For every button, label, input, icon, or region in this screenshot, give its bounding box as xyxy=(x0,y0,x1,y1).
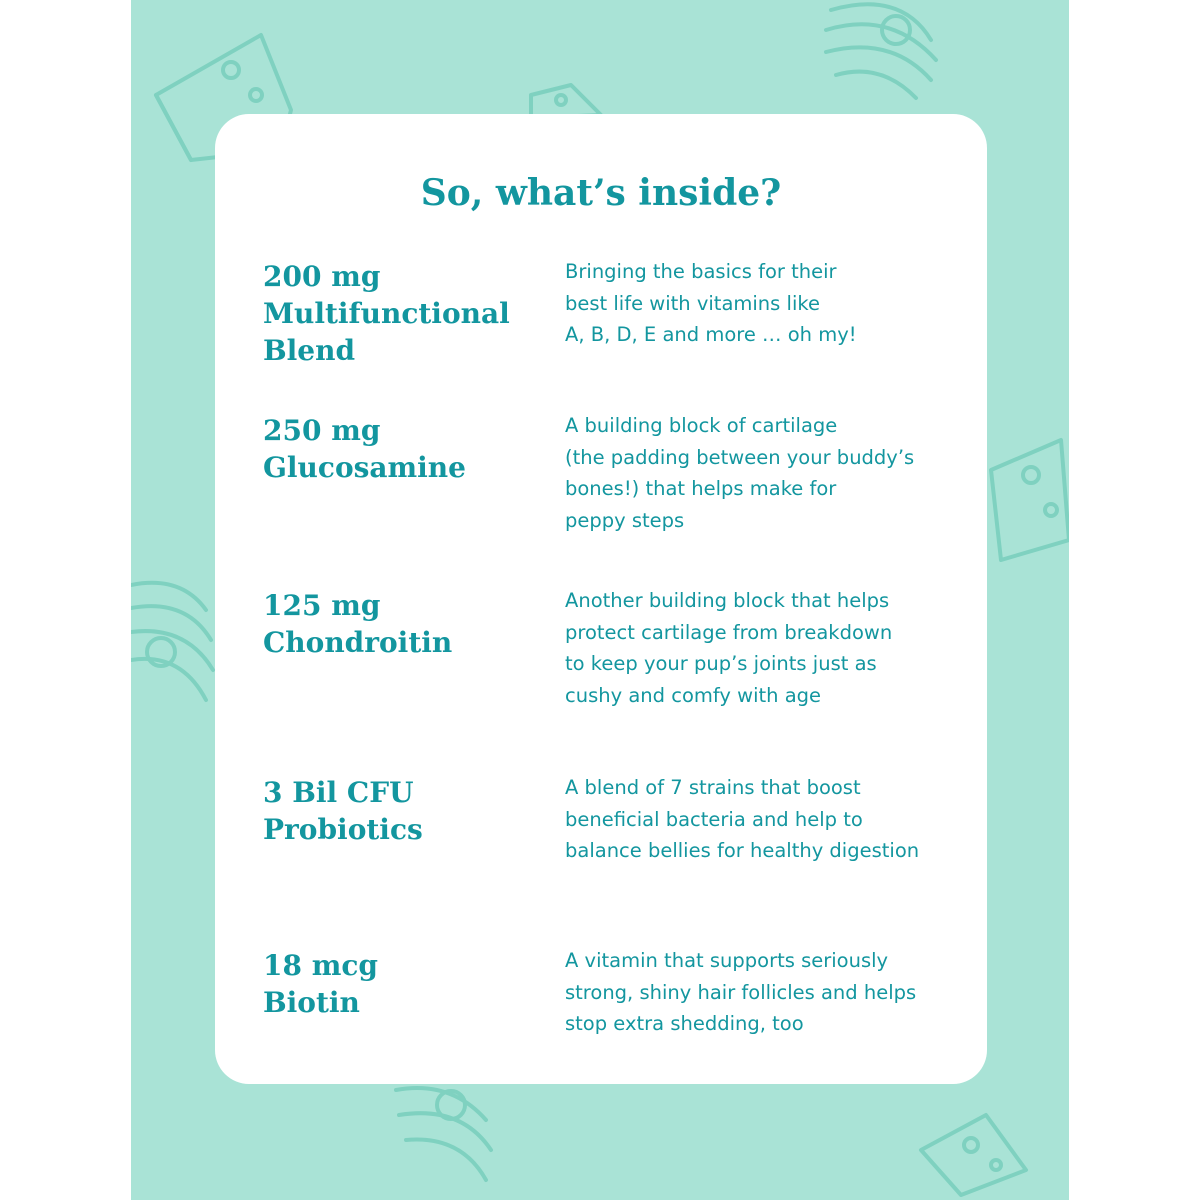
ingredient-name-line: Multifunctional xyxy=(263,297,510,330)
ingredient-description xyxy=(565,256,965,351)
treat-ball-icon xyxy=(131,583,213,700)
description-line: cushy and comfy with age xyxy=(565,683,822,707)
background-panel xyxy=(131,0,1069,1200)
treat-ball-icon xyxy=(826,4,936,98)
description-line: beneficial bacteria and help to xyxy=(565,807,863,831)
ingredient-name xyxy=(263,412,543,486)
ingredient-description xyxy=(565,945,965,1040)
ingredients-card xyxy=(215,114,987,1084)
description-line: stop extra shedding, too xyxy=(565,1012,804,1035)
ingredient-name xyxy=(263,258,543,369)
description-line: Bringing the basics for their xyxy=(565,260,837,283)
ingredient-name-line: Glucosamine xyxy=(263,451,466,484)
description-line: (the padding between your buddy’s xyxy=(565,445,915,469)
ingredient-amount: 200 mg xyxy=(263,260,381,293)
ingredient-name xyxy=(263,947,543,1021)
description-line: A building block of cartilage xyxy=(565,414,838,437)
ingredient-description xyxy=(565,410,965,536)
description-line: Another building block that helps xyxy=(565,589,890,612)
ingredient-description xyxy=(565,585,965,711)
ingredient-amount: 18 mcg xyxy=(263,949,378,982)
ingredient-name xyxy=(263,774,543,848)
ingredient-name xyxy=(263,587,543,661)
description-line: protect cartilage from breakdown xyxy=(565,620,893,644)
description-line: strong, shiny hair follicles and helps xyxy=(565,980,917,1004)
description-line: to keep your pup’s joints just as xyxy=(565,652,877,675)
treat-ball-icon xyxy=(396,1088,491,1180)
cheese-icon xyxy=(921,1115,1026,1195)
ingredient-name-line: Chondroitin xyxy=(263,626,453,659)
ingredient-amount: 250 mg xyxy=(263,414,381,447)
cheese-icon xyxy=(991,440,1069,560)
description-line: A vitamin that supports seriously xyxy=(565,949,889,972)
description-line: A blend of 7 strains that boost xyxy=(565,776,861,799)
description-line: balance bellies for healthy digestion xyxy=(565,839,920,862)
description-line: A, B, D, E and more … oh my! xyxy=(565,323,857,346)
ingredient-name-line: Biotin xyxy=(263,986,360,1019)
ingredient-name-line: Blend xyxy=(263,334,356,367)
ingredient-amount: 3 Bil CFU xyxy=(263,776,414,809)
ingredient-description xyxy=(565,772,965,867)
description-line: best life with vitamins like xyxy=(565,291,820,315)
description-line: bones!) that helps make for xyxy=(565,477,837,500)
description-line: peppy steps xyxy=(565,508,685,532)
ingredient-amount: 125 mg xyxy=(263,589,381,622)
ingredient-name-line: Probiotics xyxy=(263,813,423,846)
card-title: So, what’s inside? xyxy=(420,172,782,214)
